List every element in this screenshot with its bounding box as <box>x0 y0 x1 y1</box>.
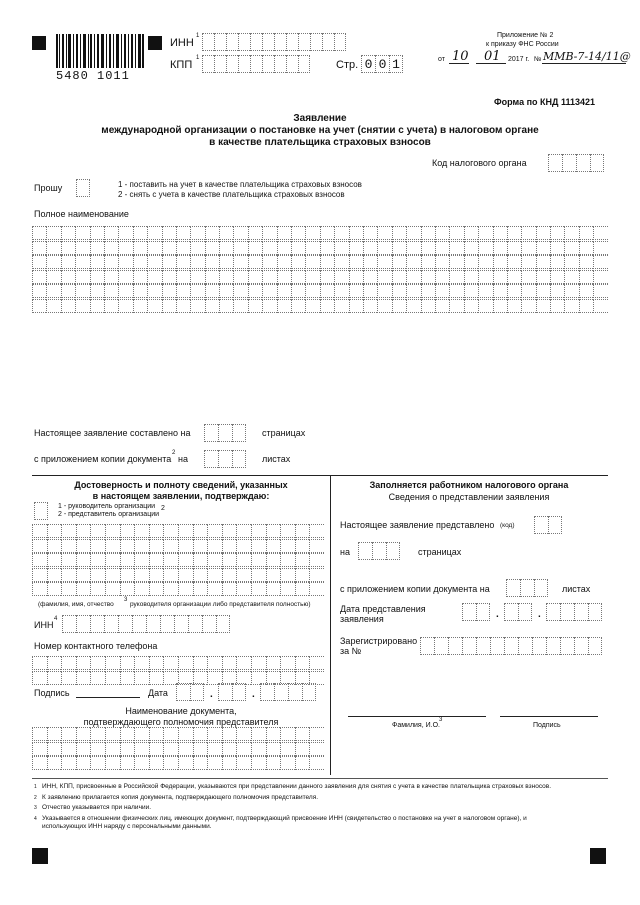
grid-row[interactable] <box>32 255 608 269</box>
with-copy-footnote-mark: 2 <box>172 450 176 456</box>
page-digit-3: 1 <box>389 55 403 73</box>
right-subheading: Сведения о представлении заявления <box>388 492 550 502</box>
kpp-input-cells[interactable] <box>202 55 310 73</box>
grid-row[interactable] <box>32 284 608 298</box>
grid-row[interactable] <box>32 299 608 313</box>
page-number-cells <box>361 55 403 73</box>
right-date-month[interactable] <box>504 603 532 621</box>
doc-heading-1: Наименование документа, <box>125 706 237 716</box>
sign-date-day[interactable] <box>176 683 204 701</box>
grid-row[interactable] <box>32 524 324 538</box>
right-code-label: (код) <box>500 522 515 529</box>
left-heading-1: Достоверность и полноту сведений, указанных <box>74 480 288 490</box>
footnote-number: 2 <box>34 794 37 801</box>
request-code-cell[interactable] <box>76 179 90 197</box>
grid-row[interactable] <box>32 742 324 756</box>
inn-input-cells[interactable] <box>202 33 346 51</box>
inn-label: ИНН <box>170 37 194 49</box>
signer-option-1: 1 - руководитель организации <box>58 503 156 510</box>
grid-row[interactable] <box>32 756 324 770</box>
doc-heading-2: подтверждающего полномочия представителя <box>83 717 279 727</box>
pages-count-cells[interactable] <box>204 424 246 442</box>
right-fio-line <box>348 716 486 717</box>
date-dot-2: . <box>252 689 255 700</box>
footnote-item <box>34 823 608 832</box>
right-date-label-2: заявления <box>340 614 384 624</box>
footnote-text: Отчество указывается при наличии. <box>42 804 152 811</box>
sign-label: Подпись <box>34 688 70 698</box>
signer-inn-footnote-mark: 4 <box>54 616 58 622</box>
corner-marker-top-mid <box>148 36 162 50</box>
sign-line <box>76 697 140 698</box>
footnotes <box>34 783 608 834</box>
tax-office-label: Код налогового органа <box>432 158 527 168</box>
fio-caption-2: руководителя организации либо представителя полностью) <box>130 601 311 608</box>
grid-row[interactable] <box>32 553 324 567</box>
appendix-day: 10 <box>452 49 469 64</box>
footnote-text: К заявлению прилагается копия документа, подтверждающего полномочия представителя. <box>42 793 319 801</box>
appendix-line-1: Приложение № 2 <box>497 32 554 39</box>
pages-composed-label: Настоящее заявление составлено на <box>34 428 191 438</box>
appendix-number-prefix: № <box>534 56 542 63</box>
page-label: Стр. <box>336 59 359 71</box>
right-sheets-word: листах <box>562 584 591 594</box>
footnote-text: использующих ИНН наряду с персональными данными. <box>42 823 212 830</box>
footnote-item <box>34 804 608 813</box>
right-sign-line <box>500 716 598 717</box>
request-option-1: 1 - поставить на учет в качестве плательщика страховых взносов <box>118 180 362 189</box>
sheets-word: листах <box>262 454 291 464</box>
phone-label: Номер контактного телефона <box>34 641 158 651</box>
right-on-label: на <box>340 547 350 557</box>
right-fio-caption: Фамилия, И.О. <box>392 722 440 729</box>
title-line-2: международной организации о постановке на учет (снятии с учета) в налоговом органе <box>101 125 539 136</box>
right-date-year[interactable] <box>546 603 602 621</box>
right-date-label-1: Дата представления <box>340 604 426 614</box>
footnote-item <box>34 815 608 824</box>
date-dot-1: . <box>210 689 213 700</box>
footnote-text: Указывается в отношении физических лиц, имеющих документ, подтверждающий присвоение ИНН (свидетельство о постановке на учет в налоговом органе), и <box>42 814 527 822</box>
footnote-text: ИНН, КПП, присвоенные в Российской Федерации, указываются при представлении данного заявления для снятия с учета в качестве плательщика страховых взносов. <box>42 783 552 790</box>
footnote-number: 1 <box>34 784 37 790</box>
grid-row[interactable] <box>32 539 324 553</box>
grid-row[interactable] <box>32 226 608 240</box>
right-copy-label: с приложением копии документа на <box>340 584 490 594</box>
footnote-item <box>34 783 608 792</box>
fio-caption: (фамилия, имя, отчество <box>38 601 114 608</box>
right-date-dot-2: . <box>538 609 541 620</box>
sign-date-month[interactable] <box>218 683 246 701</box>
footnote-number: 3 <box>34 805 37 811</box>
request-label: Прошу <box>34 183 63 193</box>
section-divider <box>32 475 608 476</box>
grid-row[interactable] <box>32 727 324 741</box>
grid-row[interactable] <box>32 241 608 255</box>
right-reg-cells[interactable] <box>420 637 602 655</box>
kpp-label: КПП <box>170 59 193 71</box>
corner-marker-bottom-right <box>590 848 606 864</box>
right-heading: Заполняется работником налогового органа <box>369 480 569 490</box>
pages-word: страницах <box>262 428 306 438</box>
kpp-footnote-mark: 1 <box>196 55 200 61</box>
signer-inn-label: ИНН <box>34 620 54 630</box>
right-pages-cells[interactable] <box>358 542 400 560</box>
grid-row[interactable] <box>32 270 608 284</box>
appendix-month: 01 <box>484 49 501 64</box>
inn-footnote-mark: 1 <box>196 33 200 39</box>
grid-row[interactable] <box>32 656 324 670</box>
appendix-date-prefix: от <box>438 56 445 63</box>
left-heading-2: в настоящем заявлении, подтверждаю: <box>92 491 270 501</box>
barcode-number: 5480 1011 <box>56 69 130 83</box>
footnotes-divider <box>32 778 608 779</box>
right-reg-label-2: за № <box>340 646 362 656</box>
full-name-label: Полное наименование <box>34 209 129 219</box>
right-copy-cells[interactable] <box>506 579 548 597</box>
signer-inn-cells[interactable] <box>62 615 230 633</box>
right-pages-word: страницах <box>418 547 462 557</box>
copy-sheets-cells[interactable] <box>204 450 246 468</box>
column-divider <box>330 475 331 775</box>
appendix-line-2: к приказу ФНС России <box>486 41 559 48</box>
corner-marker-bottom-left <box>32 848 48 864</box>
form-code: Форма по КНД 1113421 <box>494 97 595 107</box>
right-reg-label-1: Зарегистрировано <box>340 636 418 646</box>
footnote-number: 4 <box>34 815 37 822</box>
corner-marker-top-left <box>32 36 46 50</box>
page-digit-2: 0 <box>375 55 389 73</box>
with-copy-label: с приложением копии документа <box>34 454 172 464</box>
appendix-year: 2017 г. <box>508 56 530 63</box>
with-copy-on: на <box>178 454 188 464</box>
right-fio-footnote-mark: 3 <box>439 717 443 723</box>
tax-office-code-cells[interactable] <box>548 154 604 172</box>
right-code-cells[interactable] <box>534 516 562 534</box>
title-line-3: в качестве плательщика страховых взносов <box>209 137 431 148</box>
right-composed-label: Настоящее заявление представлено <box>340 520 495 530</box>
grid-row[interactable] <box>32 568 324 582</box>
signer-footnote-mark: 2 <box>161 505 165 512</box>
barcode <box>56 34 144 68</box>
right-date-dot-1: . <box>496 609 499 620</box>
signer-option-2: 2 - представитель организации <box>58 511 160 518</box>
sign-date-year[interactable] <box>260 683 316 701</box>
title-line-1: Заявление <box>293 113 347 124</box>
date-label: Дата <box>148 688 168 698</box>
signer-type-cell[interactable] <box>34 502 48 520</box>
page-digit-1: 0 <box>361 55 375 73</box>
footnote-item <box>34 794 608 803</box>
right-date-day[interactable] <box>462 603 490 621</box>
fio-footnote-mark: 3 <box>124 597 128 603</box>
appendix-number: ММВ-7-14/11@ <box>543 50 631 63</box>
right-sign-caption: Подпись <box>533 722 561 729</box>
grid-row[interactable] <box>32 582 324 596</box>
request-option-2: 2 - снять с учета в качестве плательщика страховых взносов <box>118 190 345 199</box>
